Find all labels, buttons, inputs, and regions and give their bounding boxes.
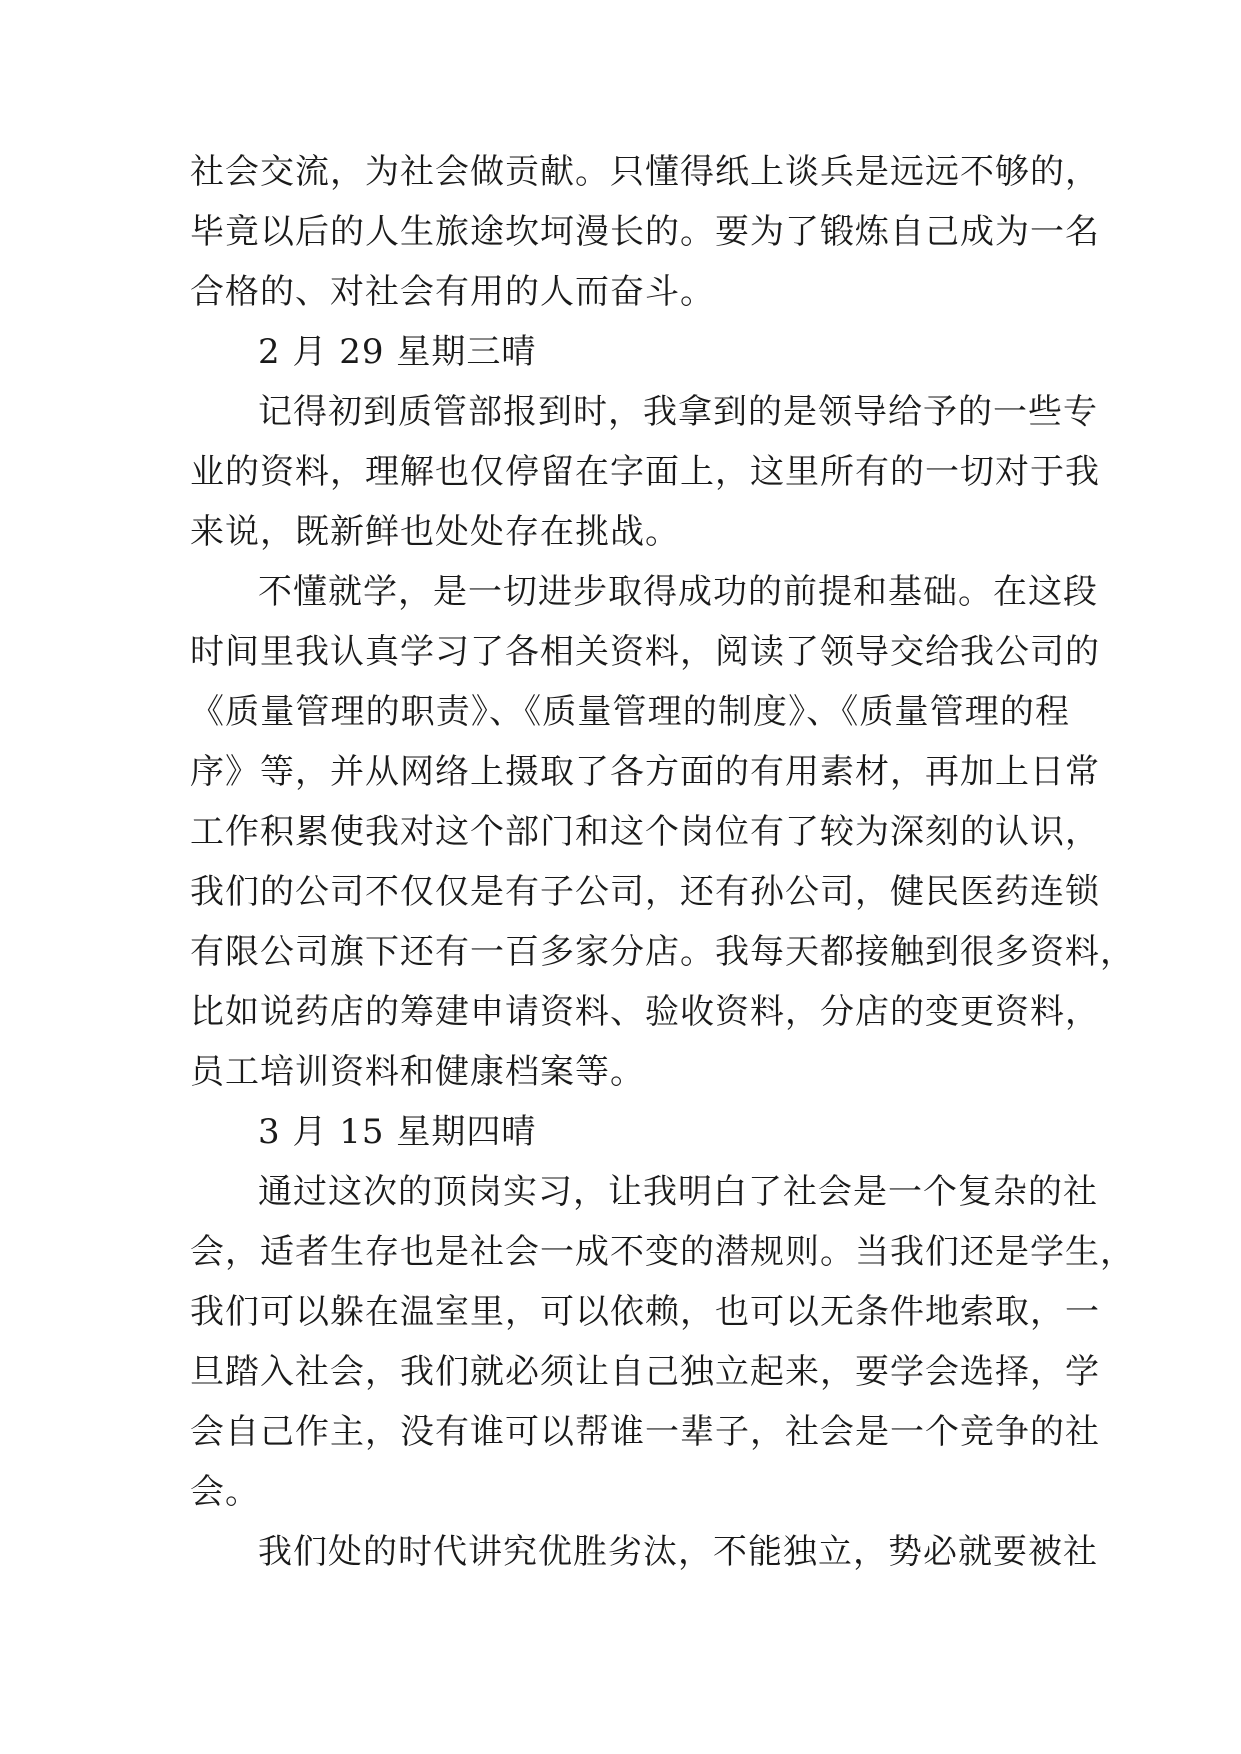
- text-line: 会。: [190, 1472, 260, 1512]
- text-line: 我们可以躲在温室里，可以依赖，也可以无条件地索取，一: [190, 1292, 1100, 1332]
- diary-date-heading: 2 月 29 星期三晴: [258, 332, 537, 372]
- text-line: 会，适者生存也是社会一成不变的潜规则。当我们还是学生，: [190, 1232, 1135, 1272]
- text-line: 合格的、对社会有用的人而奋斗。: [190, 272, 715, 312]
- text-line: 比如说药店的筹建申请资料、验收资料，分店的变更资料，: [190, 992, 1100, 1032]
- text-line: 来说，既新鲜也处处存在挑战。: [190, 512, 680, 552]
- text-line: 序》等，并从网络上摄取了各方面的有用素材，再加上日常: [190, 752, 1100, 792]
- text-line: 毕竟以后的人生旅途坎坷漫长的。要为了锻炼自己成为一名: [190, 212, 1100, 252]
- text-line: 我们处的时代讲究优胜劣汰，不能独立，势必就要被社: [258, 1532, 1098, 1572]
- text-line: 员工培训资料和健康档案等。: [190, 1052, 645, 1092]
- text-line: 记得初到质管部报到时，我拿到的是领导给予的一些专: [258, 392, 1098, 432]
- text-line: 有限公司旗下还有一百多家分店。我每天都接触到很多资料，: [190, 932, 1135, 972]
- text-line: 工作积累使我对这个部门和这个岗位有了较为深刻的认识，: [190, 812, 1100, 852]
- text-line: 时间里我认真学习了各相关资料，阅读了领导交给我公司的: [190, 632, 1100, 672]
- text-line: 业的资料，理解也仅停留在字面上，这里所有的一切对于我: [190, 452, 1100, 492]
- text-line: 旦踏入社会，我们就必须让自己独立起来，要学会选择，学: [190, 1352, 1100, 1392]
- text-line: 通过这次的顶岗实习，让我明白了社会是一个复杂的社: [258, 1172, 1098, 1212]
- diary-date-heading: 3 月 15 星期四晴: [258, 1112, 537, 1152]
- text-line: 我们的公司不仅仅是有子公司，还有孙公司，健民医药连锁: [190, 872, 1100, 912]
- text-line: 社会交流，为社会做贡献。只懂得纸上谈兵是远远不够的，: [190, 152, 1100, 192]
- text-line: 《质量管理的职责》、《质量管理的制度》、《质量管理的程: [190, 692, 1070, 732]
- text-line: 会自己作主，没有谁可以帮谁一辈子，社会是一个竞争的社: [190, 1412, 1100, 1452]
- text-line: 不懂就学，是一切进步取得成功的前提和基础。在这段: [258, 572, 1098, 612]
